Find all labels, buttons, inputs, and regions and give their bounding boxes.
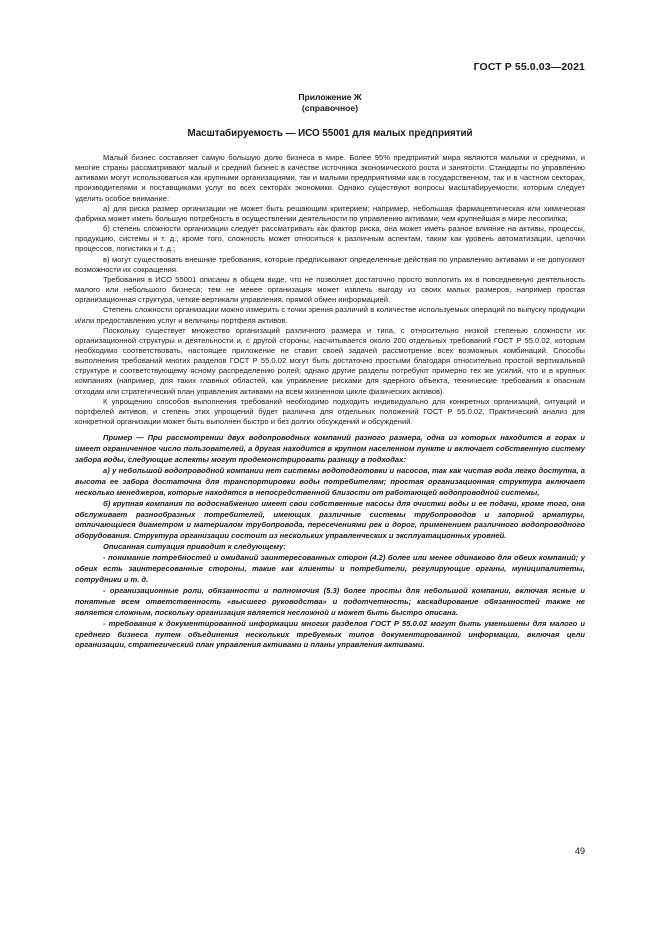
paragraph: Поскольку существует множество организаций различного размера и типа, с относительно низкой степенью сложности их организационной структуры и деятельности и, с другой стороны, насчитывается около 200 отдельных требований ГОСТ Р 55.0.02, которым необходимо соответствовать, настоящее приложение не ставит своей задачей рассмотрение всех возможных комбинаций. Способы выполнения требований многих разделов ГОСТ Р 55.0.02 могут быть достаточно простыми благодаря относительно простой вертикальной структуре и соответствующему ясному распределению ролей; однако другие разделы потребуют примерно тех же усилий, что и в крупных компаниях (например, для таких главных областей, как управление рисками для ядерного объекта, технические требования к опасным отходам или стратегический план управления активами на всем жизненном цикле физических активов). <box>75 325 585 396</box>
example-paragraph: Описанная ситуация приводит к следующему: <box>103 542 286 552</box>
paragraph: Требования в ИСО 55001 описаны в общем виде, что не позволяет достаточно просто воплотить их в повседневную деятельность малого или небольшого бизнеса; тем не менее организация может извлечь выгоду из своих малых размеров, например простая организационная структура, четкие вертикали управления, прямой обмен информацией. <box>75 274 585 305</box>
paragraph: К упрощению способов выполнения требований необходимо подходить индивидуально для конкретных организаций, ситуаций и портфелей активов, и степень этих упрощений будет различна для отдельных положений ГОСТ Р 55.0.02. Практический анализ для конкретной организации может быть выполнен быстро и без долгих обсуждений и обсуждений. <box>75 396 585 427</box>
document-body <box>75 153 585 651</box>
paragraph: Степень сложности организации можно измерить с точки зрения различий в количестве используемых операций по выпуску продукции и/или предоставлению услуг и величины портфеля активов. <box>75 305 585 325</box>
annex-label: Приложение Ж <box>298 92 362 102</box>
example-paragraph: а) у небольшой водопроводной компании нет системы водоподготовки и насосов, так как чистая вода легко доступна, а высота ее забора достаточна для транспортировки воды потребителям; простая организационная структура включает несколько менеджеров, которые находятся в непосредственной близости от работающей водопроводной системы, <box>75 465 585 497</box>
example-paragraph: - организационные роли, обязанности и полномочия (5.3) более просты для небольшой компании, включая ясные и понятные всем ответственность «высшего руководства» и подотчетность; каскадирование обязанностей также не является сложным, поскольку организация является несложной и может быть быстро описана. <box>75 585 585 617</box>
example-paragraph: - понимание потребностей и ожиданий заинтересованных сторон (4.2) более или менее одинаково для обеих компаний; у обеих есть заинтересованные стороны, такие как клиенты и потребители, регулирующие органы, муниципалитеты, сотрудники и т. д. <box>75 553 585 584</box>
example-paragraph: Пример — При рассмотрении двух водопроводных компаний разного размера, одна из которых находится в горах и имеет ограниченное число пользователей, а другая находится в крупном населенном пункте и включает собственную систему забора воды, следующие аспекты могут продемонстрировать разницу в подходах: <box>75 433 585 465</box>
example-paragraph: - требования к документированной информации многих разделов ГОСТ Р 55.0.02 могут быть уменьшены для малого и среднего бизнеса путем объединения нескольких требуемых типов документированной информации, включая цели организации, стратегический план управления активами и планы управления активами. <box>75 618 585 650</box>
annex-heading <box>75 92 585 114</box>
paragraph: Малый бизнес составляет самую большую долю бизнеса в мире. Более 95% предприятий мира являются малыми и средними, и многие страны рассматривают малый и средний бизнес в качестве источника экономического роста и занятости. Стандарты по управлению активами могут использоваться как крупными организациями, так и малыми предприятиями как в государственном, так и в частном секторах, производителями и поставщиками услуг во всех секторах экономики. Однако существуют вопросы масштабируемости, которым следует уделить особое внимание: <box>75 153 585 203</box>
paragraph: а) для риска размер организации не может быть решающим критерием; например, небольшая фармацевтическая или химическая фабрика может иметь большую потребность в осуществлении деятельности по управлению активами, чем крупнейшая в мире лесопилка; <box>75 203 585 223</box>
page-number: 49 <box>574 846 585 856</box>
annex-type: (справочное) <box>301 103 359 113</box>
annex-title: Масштабируемость — ИСО 55001 для малых предприятий <box>187 128 473 139</box>
paragraph: б) степень сложности организации следует рассматривать как фактор риска, она может иметь разное влияние на активы, процессы, продукцию, системы и т. д.; кроме того, сложность может относиться к различным аспектам, таким как уровень автоматизации, цепочки процессов, логистика и т. д.; <box>75 224 585 254</box>
paragraph: в) могут существовать внешние требования, которые предписывают определенные действия по управлению активами и не допускают возможности их сокращения. <box>75 254 585 274</box>
example-paragraph: б) крупная компания по водоснабжению имеет свои собственные насосы для очистки воды и ее подачи, кроме того, она обслуживает разнообразных потребителей, имеющих различные системы трубопроводов и запорной арматуры, отличающиеся диаметром и материалом трубопровода, пересечениями рек и дорог, применением различного водопроводного оборудования. Структура организации состоит из нескольких управленческих и эксплуатационных уровней. <box>75 498 585 541</box>
standard-header: ГОСТ Р 55.0.03—2021 <box>473 61 585 73</box>
